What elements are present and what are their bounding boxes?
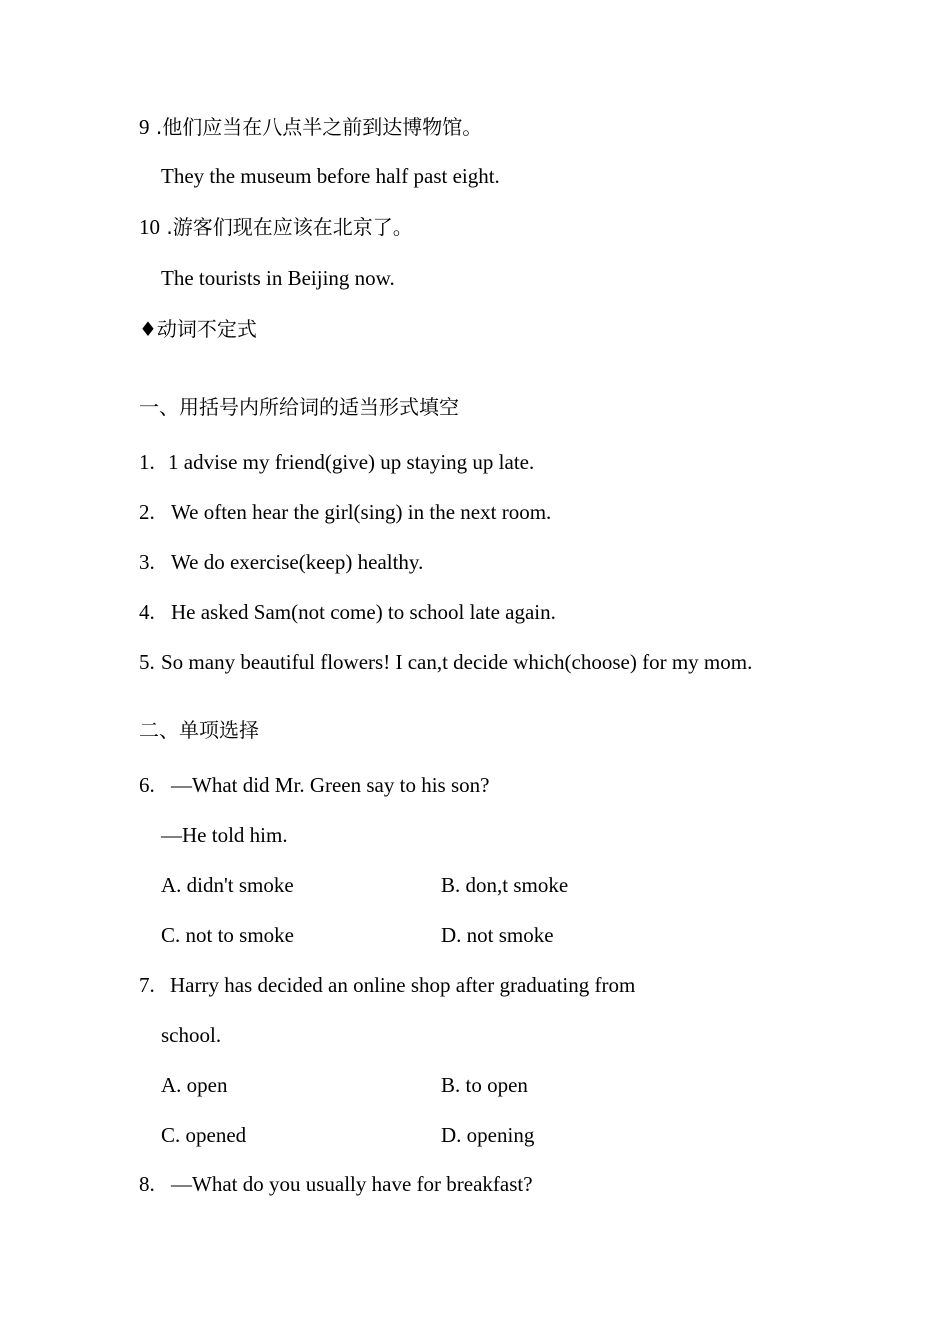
option-c: C. not to smoke xyxy=(161,923,295,947)
option-d: D. opening xyxy=(441,1123,535,1147)
question-text: —What did Mr. Green say to his son? xyxy=(171,773,490,797)
question-text: Harry has decided an online shop after graduating from xyxy=(170,973,636,997)
option-b: B. to open xyxy=(441,1073,528,1097)
option-a: A. open xyxy=(161,1073,228,1097)
question-number: 7. xyxy=(139,973,155,997)
fill-blank-item-1 xyxy=(139,449,534,475)
item-text: We often hear the girl(sing) in the next room. xyxy=(171,500,552,524)
item-number: 3. xyxy=(139,550,155,574)
question-continuation: school. xyxy=(161,1023,222,1047)
option-d: D. not smoke xyxy=(441,923,554,947)
question-number: 8. xyxy=(139,1172,155,1196)
question-continuation: —He told him. xyxy=(161,823,288,847)
item-number: 4. xyxy=(139,600,155,624)
fill-blank-item-2 xyxy=(139,499,551,525)
english-sentence: They the museum before half past eight. xyxy=(161,164,500,188)
item-number: 5. xyxy=(139,650,155,674)
item-number: 1. xyxy=(139,450,155,474)
question-text: —What do you usually have for breakfast? xyxy=(171,1172,533,1196)
chinese-sentence: .他们应当在八点半之前到达博物馆。 xyxy=(149,115,483,139)
section-heading: 一、用括号内所给词的适当形式填空 xyxy=(139,395,459,419)
question-number: 9 xyxy=(139,115,150,139)
fill-blank-item-5 xyxy=(139,649,752,675)
fill-blank-item-3 xyxy=(139,549,423,575)
question-9 xyxy=(139,114,482,140)
question-10 xyxy=(139,214,413,240)
section-heading: 二、单项选择 xyxy=(139,718,259,742)
item-text: 1 advise my friend(give) up staying up late. xyxy=(168,450,535,474)
item-number: 2. xyxy=(139,500,155,524)
question-7 xyxy=(139,972,635,998)
english-sentence: The tourists in Beijing now. xyxy=(161,266,395,290)
item-text: He asked Sam(not come) to school late again. xyxy=(171,600,556,624)
option-b: B. don,t smoke xyxy=(441,873,569,897)
question-number: 6. xyxy=(139,773,155,797)
option-a: A. didn't smoke xyxy=(161,873,294,897)
question-8 xyxy=(139,1171,533,1197)
item-text: We do exercise(keep) healthy. xyxy=(171,550,424,574)
item-text: So many beautiful flowers! I can,t decide which(choose) for my mom. xyxy=(161,650,753,674)
chinese-sentence: .游客们现在应该在北京了。 xyxy=(160,215,413,239)
fill-blank-item-4 xyxy=(139,599,556,625)
topic-heading: ♦动词不定式 xyxy=(139,317,257,341)
option-c: C. opened xyxy=(161,1123,247,1147)
question-number: 10 xyxy=(139,215,160,239)
question-6 xyxy=(139,772,489,798)
